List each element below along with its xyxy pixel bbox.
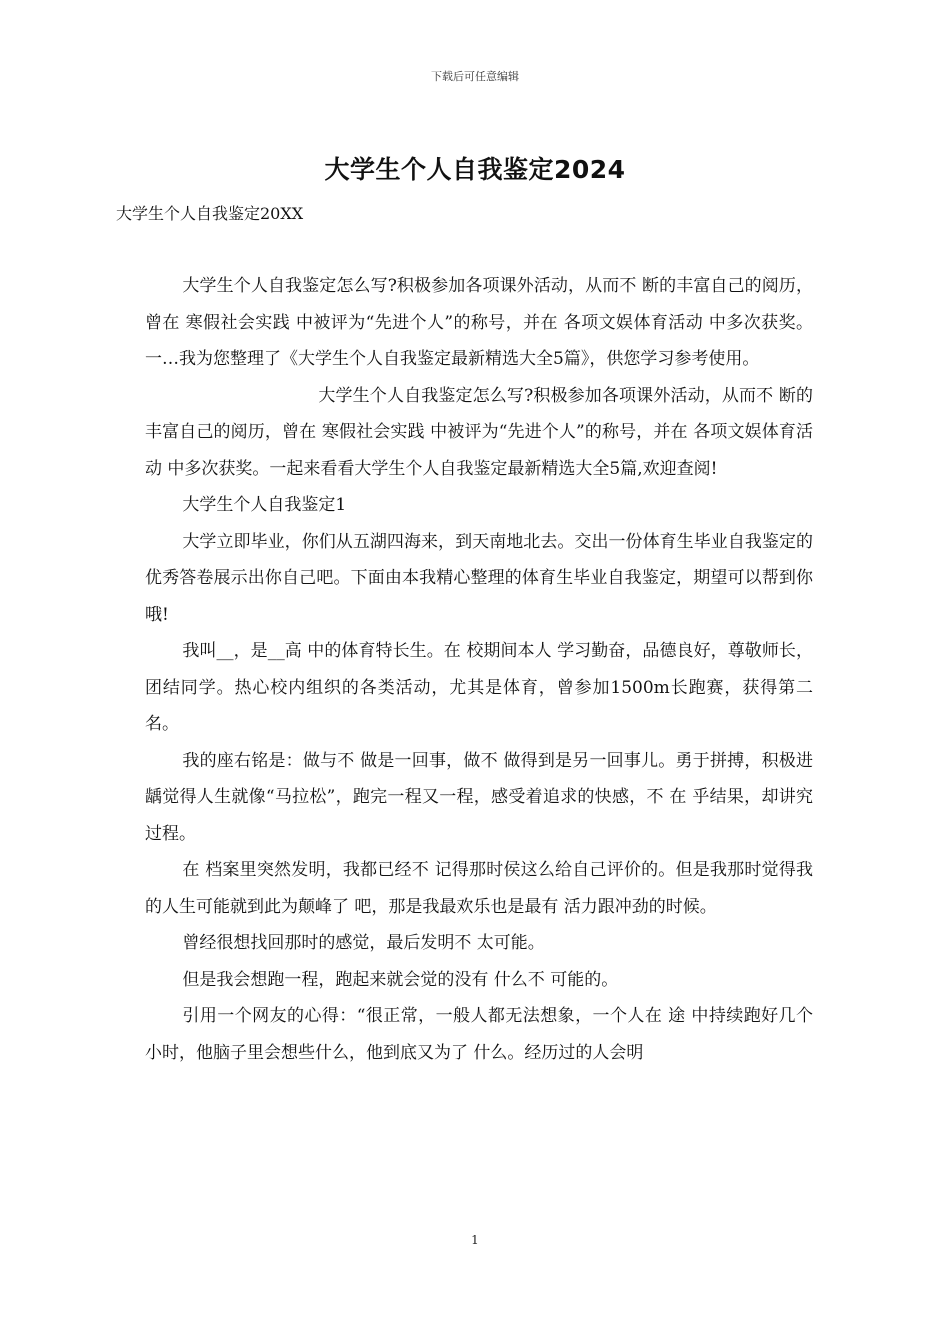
paragraph: 我叫__，是__高 中的体育特长生。在 校期间本人 学习勤奋，品德良好，尊敬师长，团结同学。热心校内组织的各类活动，尤其是体育，曾参加1500m长跑赛，获得第二名。: [145, 641, 813, 734]
document-subtitle: 大学生个人自我鉴定20XX: [116, 204, 304, 223]
paragraph: 我的座右铭是：做与不 做是一回事，做不 做得到是另一回事儿。勇于拼搏，积极进龋觉得人生就像“马拉松”，跑完一程又一程，感受着追求的快感，不 在 乎结果，却讲究过程。: [145, 750, 813, 844]
document-title: 大学生个人自我鉴定2024: [324, 155, 626, 184]
paragraph: 但是我会想跑一程，跑起来就会觉的没有 什么不 可能的。: [182, 969, 619, 990]
paragraph: 引用一个网友的心得：“很正常，一般人都无法想象，一个人在 途 中持续跑好几个小时，他脑子里会想些什么，他到底又为了 什么。经历过的人会明: [145, 1006, 813, 1063]
paragraph: 曾经很想找回那时的感觉，最后发明不 太可能。: [182, 933, 545, 953]
paragraph: 大学立即毕业，你们从五湖四海来，到天南地北去。交出一份体育生毕业自我鉴定的优秀答卷展示出你自己吧。下面由本我精心整理的体育生毕业自我鉴定，期望可以帮到你哦!: [145, 531, 813, 625]
header-note: 下载后可任意编辑: [431, 70, 519, 83]
paragraph-summary: 大学生个人自我鉴定怎么写?积极参加各项课外活动，从而不 断的丰富自己的阅历，曾在 寒假社会实践 中被评为“先进个人”的称号，并在 各项文娱体育活动 中多次获奖。一起来看看大学生个人自我鉴定最新精选大全5篇,欢迎查阅!: [145, 385, 813, 479]
section-heading: 大学生个人自我鉴定1: [182, 495, 347, 515]
paragraph-intro: 大学生个人自我鉴定怎么写?积极参加各项课外活动，从而不 断的丰富自己的阅历，曾在 寒假社会实践 中被评为“先进个人”的称号，并在 各项文娱体育活动 中多次获奖。一…我为您整理了《大学生个人自我鉴定最新精选大全5篇》，供您学习参考使用。: [145, 276, 813, 369]
paragraph: 在 档案里突然发明，我都已经不 记得那时侯这么给自己评价的。但是我那时觉得我的人生可能就到此为颠峰了 吧，那是我最欢乐也是最有 活力跟冲劲的时候。: [145, 860, 813, 917]
page-number: 1: [471, 1233, 479, 1247]
document-body: [145, 268, 813, 1071]
